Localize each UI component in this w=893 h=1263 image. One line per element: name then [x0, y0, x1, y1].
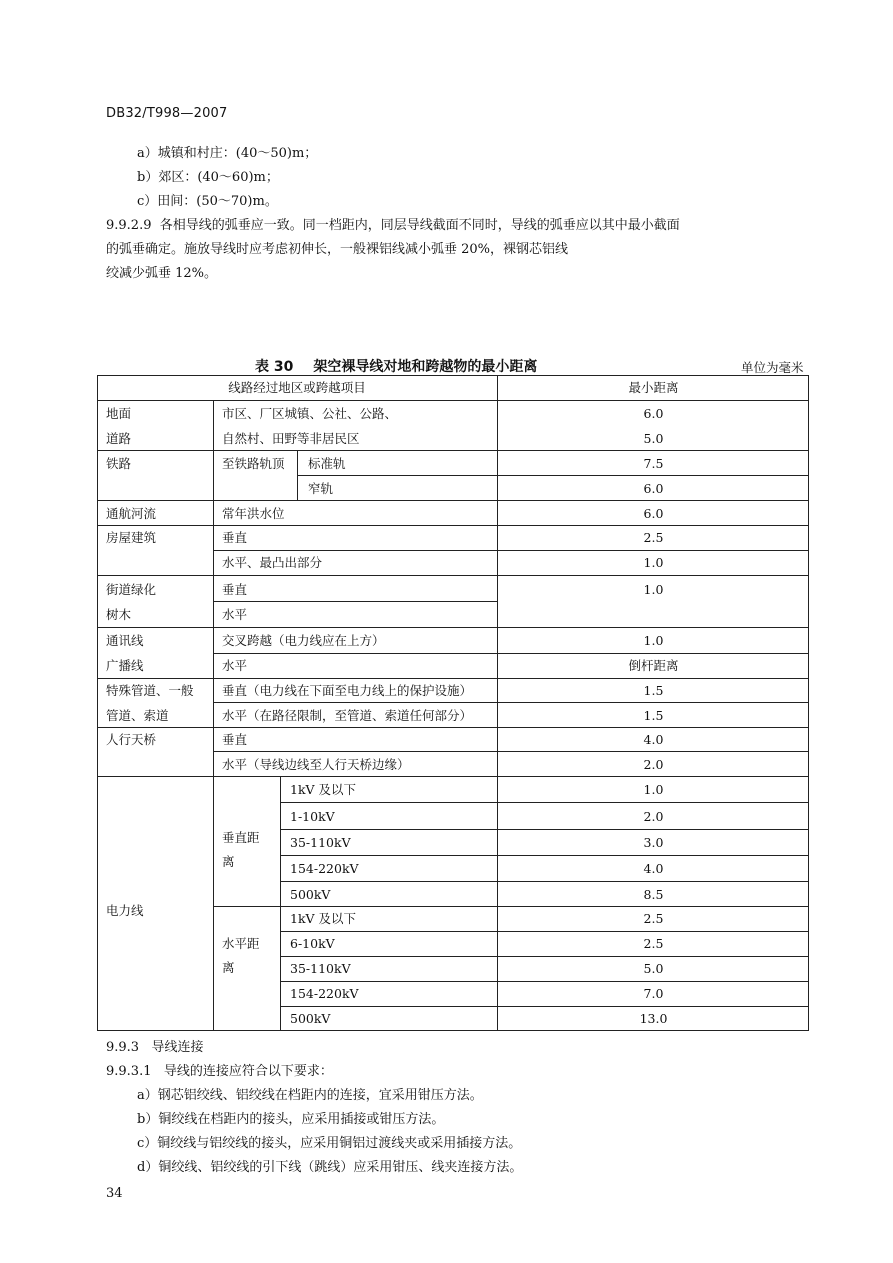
category-label: 通航河流 [106, 506, 157, 521]
voltage-label: 1kV 及以下 [290, 782, 357, 797]
distance-value: 2.5 [643, 911, 664, 926]
item-label: 垂直 [222, 530, 248, 545]
table-number: 表 30 [255, 359, 294, 375]
clause-9-9-2-9 [106, 214, 680, 233]
voltage-label: 35-110kV [290, 961, 351, 976]
distance-value: 4.0 [643, 732, 664, 747]
sub-label: 离 [222, 854, 235, 869]
table-unit: 单位为毫米 [741, 360, 804, 375]
category-label: 通讯线 [106, 633, 144, 648]
sub-label: 水平距 [222, 936, 260, 951]
header-value: 最小距离 [628, 380, 679, 395]
distance-value: 5.0 [643, 961, 664, 976]
category-label: 广播线 [106, 658, 144, 673]
section-title: 导线连接 [151, 1040, 204, 1055]
distance-value: 倒杆距离 [628, 658, 679, 673]
item-label: 水平（在路径限制，至管道、索道任何部分） [222, 708, 473, 723]
category-label: 街道绿化 [106, 582, 157, 597]
item-label: 窄轨 [308, 481, 334, 496]
sub-label: 离 [222, 960, 235, 975]
list-item: a）城镇和村庄：(40～50)m； [137, 146, 318, 161]
voltage-label: 154-220kV [290, 861, 359, 876]
section-heading [106, 1036, 204, 1055]
clause-text-line: 绞减少弧垂 12%。 [106, 266, 218, 281]
list-item: c）田间：(50～70)m。 [137, 194, 278, 209]
distance-value: 1.5 [643, 708, 664, 723]
list-item: b）郊区：(40～60)m； [137, 170, 279, 185]
item-label: 标准轨 [308, 456, 346, 471]
category-label: 特殊管道、一般 [106, 683, 194, 698]
page-number: 34 [106, 1186, 123, 1201]
section-number: 9.9.3 [106, 1040, 140, 1055]
item-label: 自然村、田野等非居民区 [222, 431, 360, 446]
distance-value: 1.5 [643, 683, 664, 698]
distance-value: 2.0 [643, 757, 664, 772]
distance-value: 1.0 [643, 782, 664, 797]
table-caption: 架空裸导线对地和跨越物的最小距离 [313, 359, 538, 375]
item-label: 水平 [222, 607, 248, 622]
item-label: 水平、最凸出部分 [222, 555, 323, 570]
distance-value: 1.0 [643, 633, 664, 648]
voltage-label: 154-220kV [290, 986, 359, 1001]
table-title [255, 356, 537, 376]
item-label: 市区、厂区城镇、公社、公路、 [222, 406, 398, 421]
list-item: d）铜绞线、铝绞线的引下线（跳线）应采用钳压、线夹连接方法。 [137, 1160, 523, 1175]
item-label: 交叉跨越（电力线应在上方） [222, 633, 385, 648]
voltage-label: 35-110kV [290, 835, 351, 850]
item-label: 常年洪水位 [222, 506, 285, 521]
item-label: 垂直 [222, 582, 248, 597]
item-label: 垂直（电力线在下面至电力线上的保护设施） [222, 683, 473, 698]
clause-text-line: 的弧垂确定。施放导线时应考虑初伸长，一般裸铝线减小弧垂 20%，裸钢芯铝线 [106, 242, 569, 257]
distance-value: 1.0 [643, 555, 664, 570]
distance-value: 6.0 [643, 406, 664, 421]
distance-value: 7.0 [643, 986, 664, 1001]
distance-value: 4.0 [643, 861, 664, 876]
distance-value: 5.0 [643, 431, 664, 446]
clause-text: 各相导线的弧垂应一致。同一档距内，同层导线截面不同时，导线的弧垂应以其中最小截面 [159, 218, 680, 233]
clause-number: 9.9.2.9 [106, 218, 152, 233]
list-item: c）铜绞线与铝绞线的接头，应采用铜铝过渡线夹或采用插接方法。 [137, 1136, 522, 1151]
voltage-label: 6-10kV [290, 936, 335, 951]
distance-value: 2.0 [643, 809, 664, 824]
voltage-label: 500kV [290, 1011, 331, 1026]
distance-value: 6.0 [643, 481, 664, 496]
document-id: DB32/T998—2007 [106, 106, 228, 121]
list-item: a）钢芯铝绞线、铝绞线在档距内的连接，宜采用钳压方法。 [137, 1088, 483, 1103]
distance-value: 13.0 [639, 1011, 668, 1026]
category-label: 电力线 [106, 903, 144, 918]
header-item: 线路经过地区或跨越项目 [228, 380, 366, 395]
clause-9-9-3-1 [106, 1060, 333, 1079]
table-grid [97, 375, 809, 1031]
distance-table [97, 375, 809, 1031]
distance-value: 2.5 [643, 530, 664, 545]
distance-value: 1.0 [643, 582, 664, 597]
item-label: 垂直 [222, 732, 248, 747]
sub-label: 至铁路轨顶 [222, 456, 285, 471]
category-label: 人行天桥 [106, 732, 157, 747]
item-label: 水平 [222, 658, 248, 673]
clause-number: 9.9.3.1 [106, 1064, 152, 1079]
category-label: 树木 [106, 607, 132, 622]
category-label: 地面 [106, 406, 132, 421]
category-label: 房屋建筑 [106, 530, 157, 545]
list-item: b）铜绞线在档距内的接头，应采用插接或钳压方法。 [137, 1112, 445, 1127]
distance-value: 3.0 [643, 835, 664, 850]
distance-value: 7.5 [643, 456, 664, 471]
category-label: 道路 [106, 431, 132, 446]
category-label: 管道、索道 [106, 708, 169, 723]
item-label: 水平（导线边线至人行天桥边缘） [222, 757, 410, 772]
clause-text: 导线的连接应符合以下要求： [163, 1064, 333, 1079]
voltage-label: 1kV 及以下 [290, 911, 357, 926]
distance-value: 2.5 [643, 936, 664, 951]
voltage-label: 1-10kV [290, 809, 335, 824]
voltage-label: 500kV [290, 887, 331, 902]
distance-value: 6.0 [643, 506, 664, 521]
category-label: 铁路 [106, 456, 132, 471]
sub-label: 垂直距 [222, 830, 260, 845]
distance-value: 8.5 [643, 887, 664, 902]
